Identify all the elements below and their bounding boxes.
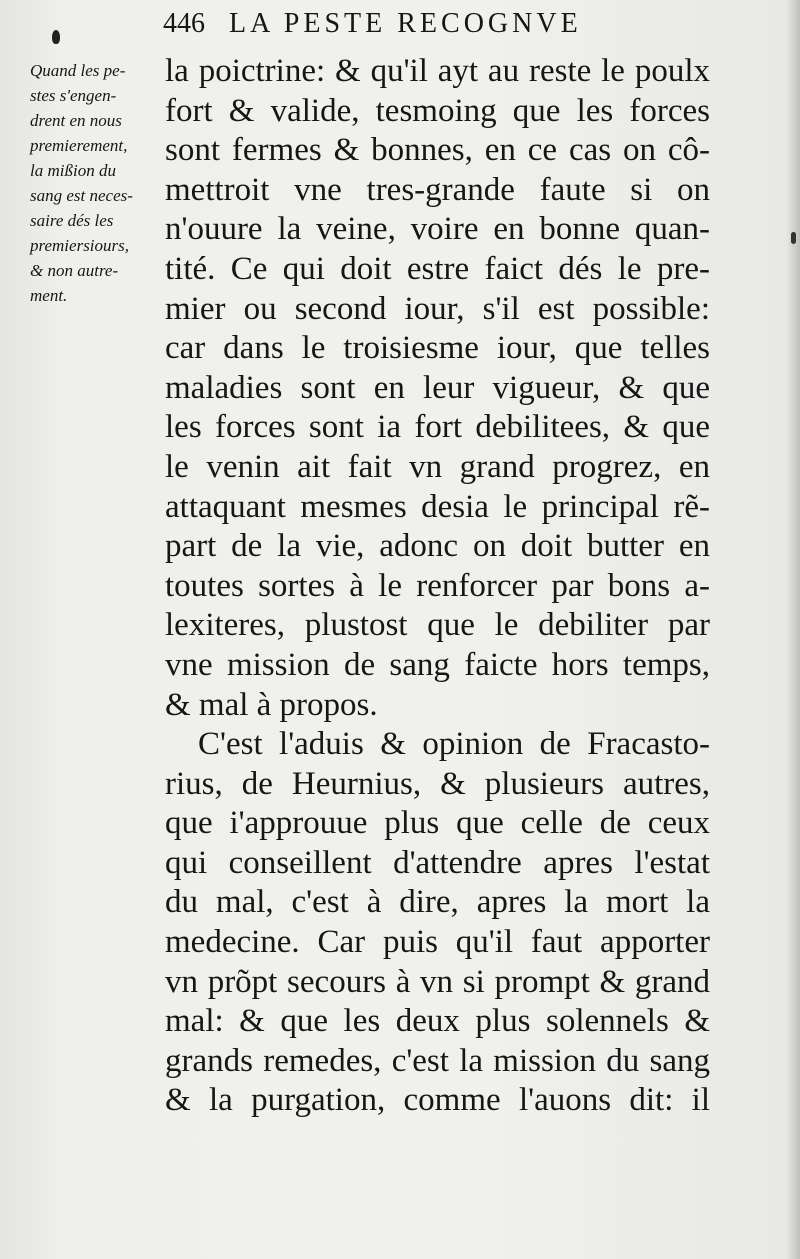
page-edge-shadow	[786, 0, 800, 1259]
marginal-line: & non autre-	[30, 261, 119, 280]
text-line: le venin ait fait vn grand progrez, en	[165, 448, 710, 485]
marginal-line: sang est neces-	[30, 186, 133, 205]
marginal-line: premierement,	[30, 136, 128, 155]
text-line: tité. Ce qui doit estre faict dés le pre-	[165, 250, 710, 287]
text-line: la poictrine: & qu'il ayt au reste le poulx	[165, 53, 710, 89]
text-line: grands remedes, c'est la mission du sang	[165, 1042, 710, 1079]
text-line: du mal, c'est à dire, apres la mort la	[165, 884, 710, 921]
text-line: que i'approuue plus que celle de ceux	[165, 805, 710, 842]
running-header	[163, 8, 582, 40]
text-line: & la purgation, comme l'auons dit: il	[165, 1082, 710, 1119]
text-line: medecine. Car puis qu'il faut apporter	[165, 924, 710, 961]
text-line: toutes sortes à le renforcer par bons a-	[165, 567, 710, 604]
running-title: LA PESTE RECOGNVE	[229, 8, 582, 39]
paragraph-start-line: C'est l'aduis & opinion de Fracasto-	[198, 726, 710, 763]
text-line: sont fermes & bonnes, en ce cas on cô-	[165, 132, 710, 169]
text-line: maladies sont en leur vigueur, & que	[165, 369, 710, 406]
text-line: mier ou second iour, s'il est possible:	[165, 290, 710, 327]
marginal-line: stes s'engen-	[30, 86, 117, 105]
ink-mark	[52, 30, 60, 44]
text-line: car dans le troisiesme iour, que telles	[165, 330, 710, 367]
text-line: fort & valide, tesmoing que les forces	[165, 92, 710, 129]
text-line: lexiteres, plustost que le debiliter par	[165, 607, 710, 644]
text-line: les forces sont ia fort debilitees, & que	[165, 409, 710, 446]
ink-spot	[791, 232, 796, 244]
page-number: 446	[163, 8, 205, 39]
marginal-note	[30, 58, 162, 308]
text-line: n'ouure la veine, voire en bonne quan-	[165, 211, 710, 248]
text-line: mal: & que les deux plus solennels &	[165, 1003, 710, 1040]
text-line: vne mission de sang faicte hors temps,	[165, 646, 710, 683]
text-line: attaquant mesmes desia le principal rẽ-	[165, 488, 710, 525]
text-line: mettroit vne tres-grande faute si on	[165, 171, 710, 208]
text-line: rius, de Heurnius, & plusieurs autres,	[165, 765, 710, 802]
marginal-line: la mißion du	[30, 161, 116, 180]
marginal-line: premiersiours,	[30, 236, 130, 255]
body-text	[165, 52, 710, 1121]
text-line: qui conseillent d'attendre apres l'estat	[165, 844, 710, 881]
text-line: vn prõpt secours à vn si prompt & grand	[165, 963, 710, 1000]
marginal-line: ment.	[30, 286, 68, 305]
marginal-line: saire dés les	[30, 211, 114, 230]
text-line: part de la vie, adonc on doit butter en	[165, 528, 710, 565]
marginal-line: drent en nous	[30, 111, 122, 130]
text-line: & mal à propos.	[165, 686, 378, 723]
marginal-line: Quand les pe-	[30, 61, 126, 80]
